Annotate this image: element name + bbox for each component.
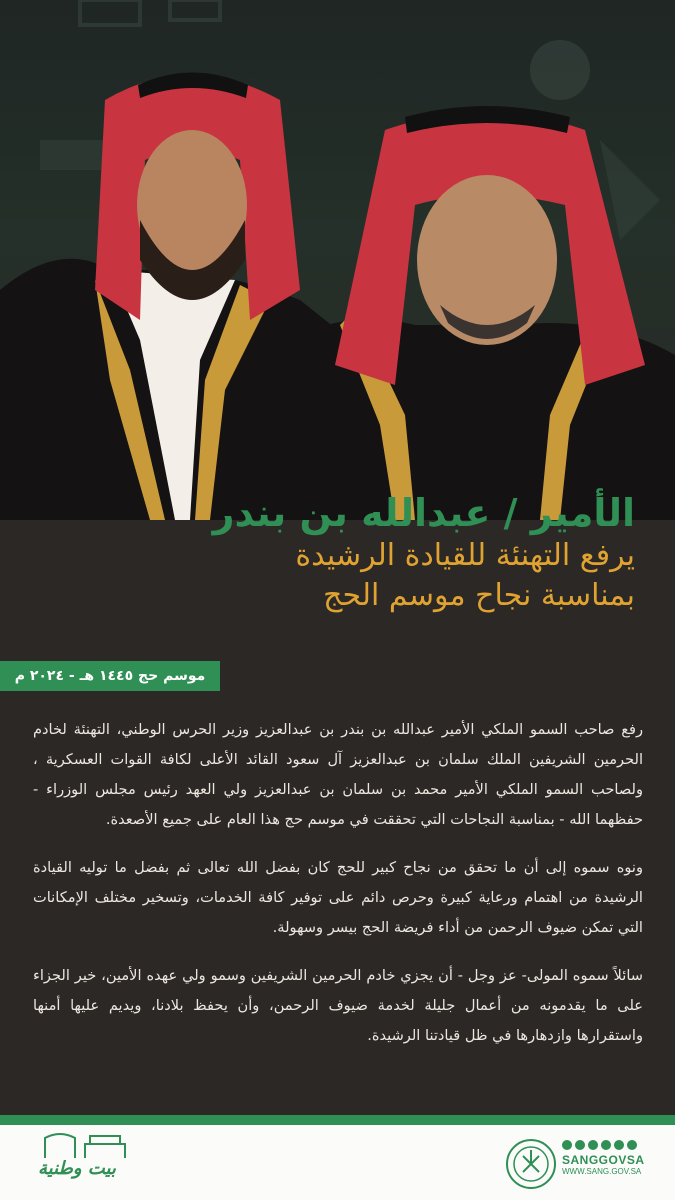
paragraph-3: سائلاً سموه المولى- عز وجل - أن يجزي خادم الحرمين الشريفين وسمو ولي عهده الأمين، خير الجزاء على ما يقدمونه من أعمال جليلة لخدمة ضيوف الرحمن، وأن يحفظ بلادنا، ويديم عليها أمنها واستقرارها وازدهارها في ظل قيادتنا الرشيدة. [33, 967, 643, 1044]
hero-photo-area [0, 0, 675, 520]
headline-subtitle-1: يرفع التهنئة للقيادة الرشيدة [295, 538, 635, 573]
social-icon[interactable] [601, 1140, 611, 1150]
brand-name: SANGGOVSA [562, 1153, 645, 1167]
brand-url[interactable]: WWW.SANG.GOV.SA [562, 1167, 642, 1176]
paragraph-2: ونوه سموه إلى أن ما تحقق من نجاح كبير للحج كان بفضل الله تعالى ثم بفضل ما توليه القيادة الرشيدة من اهتمام ورعاية كبيرة وحرص دائم على توفير كافة الخدمات، وتسخير مختلف الإمكانات التي تمكن ضيوف الرحمن من أداء فريضة الحج بيسر وسهولة. [33, 859, 643, 936]
headline-subtitle-2: بمناسبة نجاح موسم الحج [323, 578, 635, 613]
social-icon[interactable] [614, 1140, 624, 1150]
social-icons[interactable] [562, 1140, 652, 1150]
calligraphy-text: بيت وطنية [38, 1158, 116, 1179]
social-icon[interactable] [588, 1140, 598, 1150]
article-body [33, 715, 643, 1069]
social-icon[interactable] [575, 1140, 585, 1150]
paragraph-1: رفع صاحب السمو الملكي الأمير عبدالله بن بندر بن عبدالعزيز وزير الحرس الوطني، التهنئة لخادم الحرمين الشريفين الملك سلمان بن عبدالعزيز آل سعود القائد الأعلى لكافة القوات العسكرية ، ولصاحب السمو الملكي الأمير محمد بن سلمان بن عبدالعزيز ولي العهد رئيس مجلس الوزراء - حفظهما الله - بمناسبة النجاحات التي تحققت في موسم حج هذا العام على جميع الأصعدة. [33, 721, 643, 828]
headline [35, 490, 635, 616]
social-icon[interactable] [627, 1140, 637, 1150]
national-guard-emblem-icon [505, 1138, 557, 1190]
brand-block [562, 1140, 652, 1176]
headline-name: الأمير / عبدالله بن بندر [212, 491, 635, 535]
social-icon[interactable] [562, 1140, 572, 1150]
portrait-right [265, 95, 675, 520]
season-label: موسم حج ١٤٤٥ هـ - ٢٠٢٤ م [0, 661, 220, 691]
